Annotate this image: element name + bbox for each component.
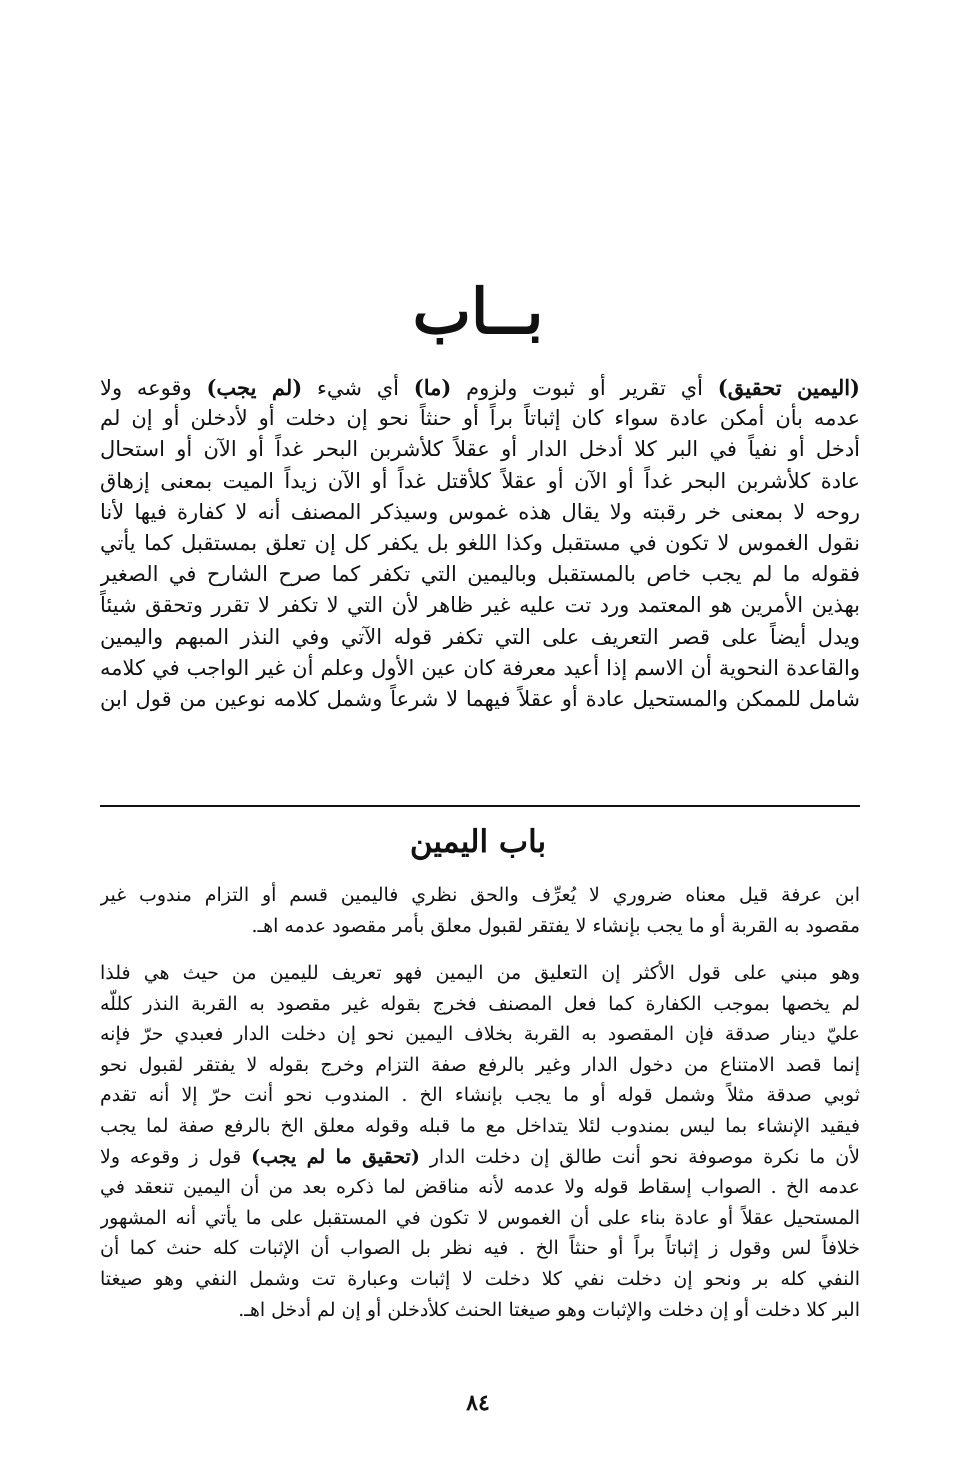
- main-text-line: أدخل أو نفياً في البر كلا أدخل الدار أو عقلاً كلأشربن البحر غداً أو الآن أو استحال: [100, 437, 860, 462]
- chapter-title: بــاب: [412, 275, 544, 348]
- footnote-line: [100, 1142, 860, 1173]
- main-text-line: والقاعدة النحوية أن الاسم إذا أعيد معرفة كان عين الأول وعلم أن غير الواجب في كلامه: [100, 655, 860, 680]
- footnote-line: ابن عرفة قيل معناه ضروري لا يُعرِّف والحق نظري فاليمين قسم أو التزام مندوب غير: [100, 884, 860, 906]
- footnote-separator: [100, 805, 860, 807]
- text-run: أي شيء: [302, 376, 414, 400]
- main-text-body: [100, 372, 860, 715]
- main-text-line: فقوله ما لم يجب خاص بالمستقبل وباليمين التي تكفر كما صرح الشارح في الصغير: [100, 562, 860, 587]
- footnote-line: إنما قصد الامتناع من دخول الدار وغير بالرفع صفة التزام وخرج بقوله لا يفتقر لقبول نحو: [100, 1053, 860, 1076]
- bold-term: (لم يجب): [206, 375, 303, 400]
- main-text-line: نقول الغموس لا تكون في مستقبل وكذا اللغو بل يكفر كل إن تعلق بمستقبل كما يأتي: [100, 530, 860, 555]
- text-run: وقوعه ولا: [100, 376, 207, 400]
- bold-term: (تحقيق ما لم يجب): [251, 1145, 420, 1168]
- footnote-line: عدمه الخ . الصواب إسقاط قوله ولا عدمه لأنه مناقض لما ذكره بعد من أن اليمين تنعقد في: [100, 1176, 860, 1199]
- footnote-line: ثوبي صدقة مثلاً وشمل قوله أو ما يجب بإنشاء الخ . المندوب نحو أنت حرّ إلا أنه تقدم: [100, 1084, 860, 1107]
- main-text-line: شامل للممكن والمستحيل عادة أو عقلاً فيهما لا شرعاً وشمل كلامه نوعين من قول ابن: [100, 686, 860, 711]
- text-run: لأن ما نكرة موصوفة نحو أنت طالق إن دخلت الدار: [419, 1145, 860, 1168]
- footnote-title: باب اليمين: [409, 824, 547, 860]
- footnote-line: فيقيد الإنشاء بما ليس بمندوب لئلا يتداخل مع ما قبله وقوله معلق الخ بالرفع صفة لما يجب: [100, 1114, 860, 1137]
- footnote-line: البر كلا دخلت أو إن دخلت والإثبات وهو صيغتا الحنث كلأدخلن أو إن لم أدخل اهـ.: [238, 1298, 860, 1321]
- footnote-line: وهو مبني على قول الأكثر إن التعليق من اليمين فهو تعريف لليمين من حيث هي فلذا: [100, 962, 860, 984]
- footnote-line: المستحيل عقلاً أو عادة بناء على أن الغموس لا تكون في المستقبل على ما يأتي أنه المشهور: [100, 1206, 860, 1229]
- footnote-paragraph-2: [100, 958, 860, 1325]
- bold-term: (ما): [413, 375, 452, 400]
- main-text-line: ويدل أيضاً على قصر التعريف على التي تكفر قوله الآتي وفي النذر المبهم واليمين: [100, 624, 860, 649]
- main-text-line: [100, 372, 860, 403]
- footnote-line: خلافاً لس وقول ز إثباتاً براً أو حنثاً الخ . فيه نظر بل الصواب أن الإثبات كله حنث كما أن: [100, 1237, 860, 1260]
- footnote-line: عليّ دينار صدقة فإن المقصود به القربة بخلاف اليمين نحو إن دخلت الدار فعبدي حرّ فإنه: [100, 1023, 860, 1046]
- text-run: قول ز وقوعه ولا: [100, 1145, 252, 1168]
- text-run: أي تقرير أو ثبوت ولزوم: [451, 376, 718, 400]
- main-text-line: عدمه بأن أمكن عادة سواء كان إثباتاً براً أو حنثاً نحو إن دخلت أو لأدخلن أو إن لم: [100, 406, 860, 431]
- footnote-line: لم يخصها بموجب الكفارة كما فعل المصنف فخرج بقوله غير مقصود به القربة النذر كللّه: [100, 992, 860, 1015]
- footnote-paragraph-1: [100, 880, 860, 941]
- footnote-line: النفي كله بر ونحو إن دخلت نفي كلا دخلت لا إثبات وعبارة تت وشمل النفي وهو صيغتا: [100, 1267, 860, 1290]
- main-text-line: بهذين الأمرين هو المعتمد ورد تت عليه غير ظاهر لأن التي لا تكفر لا تقرر وتحقق شيئاً: [100, 593, 860, 618]
- footnote-line: مقصود به القربة أو ما يجب بإنشاء لا يفتقر لقبول معلق بأمر مقصود عدمه اهـ.: [251, 914, 860, 937]
- bold-term: (اليمين تحقيق): [717, 375, 860, 400]
- page-number: ٨٤: [466, 1390, 490, 1416]
- main-text-line: عادة كلأشربن البحر غداً أو الآن أو عقلاً كلأقتل غداً أو الآن زيداً الميت بمعنى إزهاق: [100, 468, 860, 493]
- main-text-line: روحه لا بمعنى خر رقبته ولا يقال هذه غموس وسيذكر المصنف أنه لا كفارة فيها لأنا: [100, 499, 860, 524]
